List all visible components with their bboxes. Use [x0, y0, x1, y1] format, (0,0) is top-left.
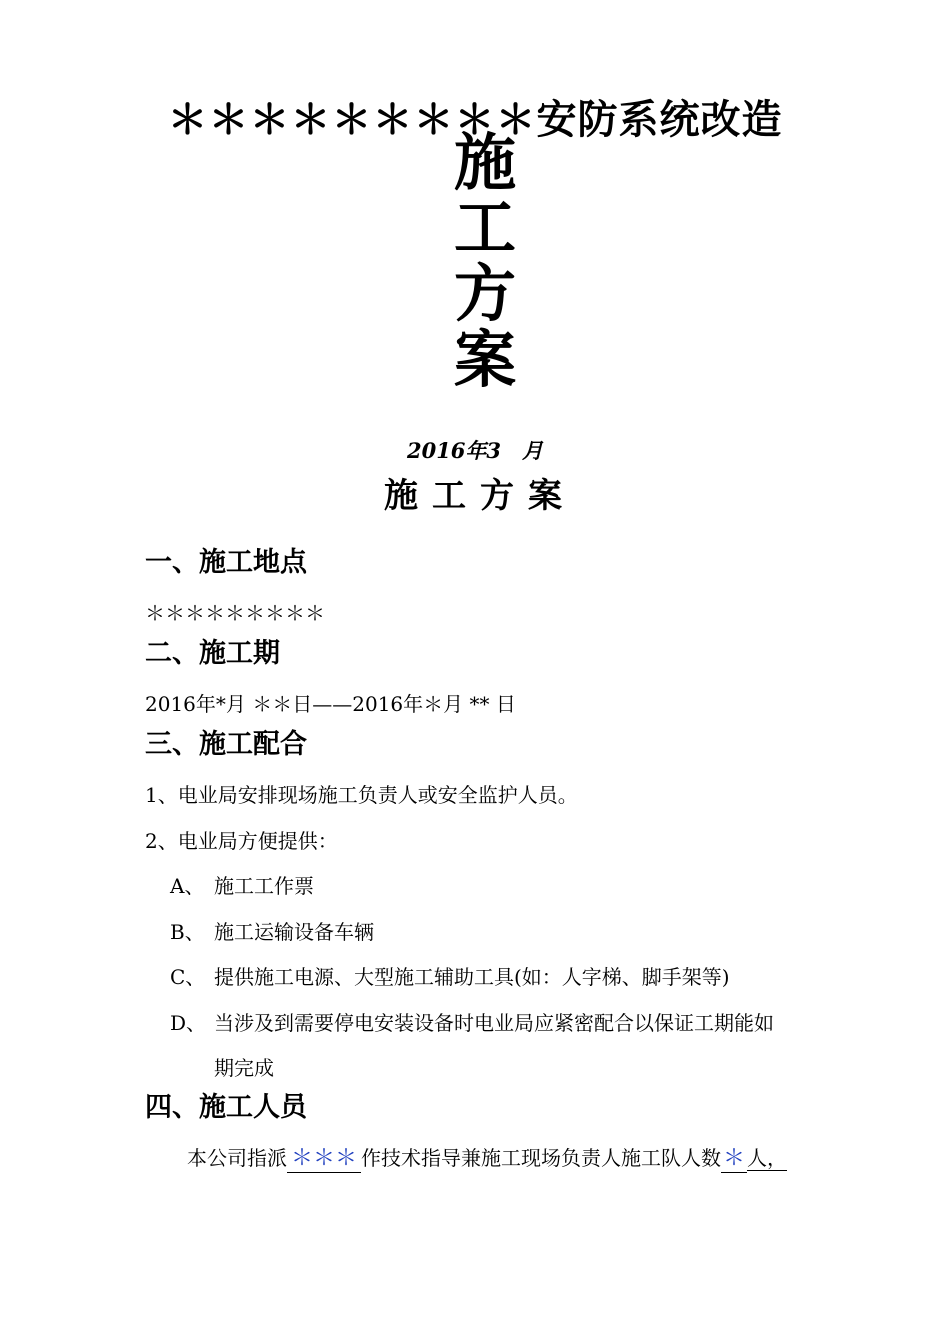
document-subtitle: 施工方案 [384, 476, 576, 516]
title-vertical-char-1: 施 [453, 126, 516, 199]
subitem-letter-c: C、 [170, 965, 206, 989]
section-content-location: ＊＊＊＊＊＊＊＊＊ [145, 601, 325, 625]
subitem-letter-d: D、 [170, 1011, 207, 1035]
section-heading-personnel: 四、施工人员 [145, 1092, 307, 1123]
personnel-text-1: 本公司指派 [187, 1146, 287, 1170]
personnel-blank-count: ＊ [722, 1146, 745, 1171]
document-title-line: ＊＊＊＊＊＊＊＊＊安防系统改造 [167, 96, 783, 143]
section-heading-location: 一、施工地点 [145, 547, 307, 578]
subitem-letter-a: A、 [170, 874, 205, 898]
subitem-letter-b: B、 [170, 920, 205, 944]
title-vertical-char-3: 方 [453, 257, 516, 330]
title-vertical-char-4: 案 [453, 323, 516, 396]
subitem-text-c: 提供施工电源、大型施工辅助工具(如：人字梯、脚手架等) [214, 965, 730, 989]
personnel-text-3: 人， [747, 1146, 787, 1170]
title-vertical-char-2: 工 [453, 191, 516, 264]
cooperation-item-2: 2、电业局方便提供： [145, 829, 338, 853]
personnel-paragraph [187, 1143, 787, 1173]
section-heading-cooperation: 三、施工配合 [145, 729, 307, 760]
subitem-text-d-continued: 期完成 [214, 1056, 274, 1080]
section-heading-period: 二、施工期 [145, 638, 280, 669]
personnel-blank-lead: ＊＊＊ [287, 1146, 361, 1173]
personnel-text-2: 作技术指导兼施工现场负责人施工队人数 [361, 1146, 721, 1170]
subitem-text-d: 当涉及到需要停电安装设备时电业局应紧密配合以保证工期能如 [214, 1011, 774, 1035]
section-content-period: 2016年*月 ＊＊日——2016年＊月 ** 日 [145, 692, 516, 716]
subitem-text-a: 施工工作票 [214, 874, 314, 898]
document-date: 2016年3 月 [406, 438, 544, 463]
cooperation-item-1: 1、电业局安排现场施工负责人或安全监护人员。 [145, 783, 578, 807]
subitem-text-b: 施工运输设备车辆 [214, 920, 374, 944]
